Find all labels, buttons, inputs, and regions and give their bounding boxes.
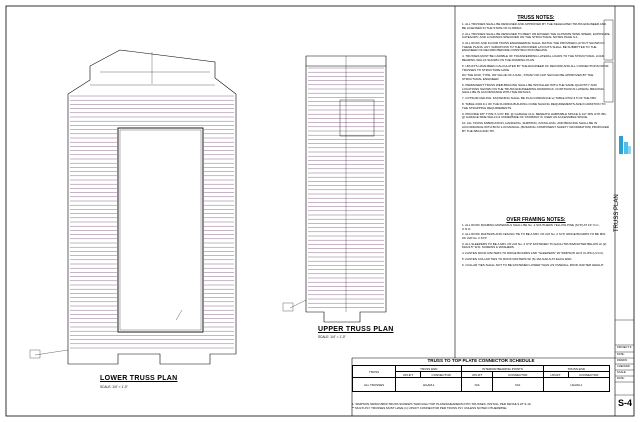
- sheet-number: S-4: [617, 398, 632, 408]
- tb-field: CHECKED:: [617, 365, 631, 368]
- truss-note: 3. ALL ROOF AND FLOOR TRUSS ENGINEERING SHALL MATCH THE PROVIDED LAYOUT SHOWN IN THESE PLANS. ANY VARIATIONS TO THE PROVIDED LAYOUTS SHALL BE SUBMITTED TO THE ENGINEER OF RECORD BEFORE CONSTRUCTION BEGINS.: [462, 41, 605, 53]
- table-cell: N/A: [492, 378, 543, 392]
- schedule-title: TRUSS TO TOP PLATE CONNECTOR SCHEDULE: [427, 358, 535, 363]
- framing-note: 4. FASTEN ROOF RAFTERS TO RIDGE BOARDS AND "SLEEPERS" W/ SIMPSON H2.5 CLIPS (U.N.O).: [462, 251, 604, 256]
- tb-field: DATE:: [617, 353, 625, 356]
- table-cell: HGAM-1: [396, 378, 462, 392]
- truss-note: 8. TABLE 2304.9.1 OF THE FLORIDA BUILDING CODE NAILING REQUIREMENTS ARE IN ADDITION TO THE STRAPPING REQUIREMENTS.: [462, 102, 606, 110]
- over-framing-notes: [462, 224, 610, 269]
- lower-plan-title: LOWER TRUSS PLAN: [100, 375, 178, 382]
- truss-note: 6. PERMANENT TRUSS WEB BRACING SHALL BE INSTALLED WITH THE SAME QUANTITY AND LOCATIONS SHOWN ON THE TRUSS ENGINEERING DRAWINGS. CONTINUOUS LATERAL BRACING SHALL BE IN ACCORDANCE WITH THE DETAILS: [462, 83, 604, 95]
- header-cell: TRUSS END: [396, 366, 462, 372]
- tb-field: PROJECT #:: [617, 346, 632, 349]
- sheet-name: TRUSS PLAN: [614, 194, 620, 232]
- truss-notes: [462, 23, 610, 136]
- upper-plan-title: UPPER TRUSS PLAN: [318, 326, 394, 333]
- truss-note: 1. ALL TRUSSES SHALL BE DESIGNED AND APPROVED BY THE DELEGATED TRUSS ENGINEER AND BE LICENSED IN THE STATE OF FLORIDA.: [462, 22, 607, 30]
- truss-note: 10. ALL TRUSS FABRICATION, HANDLING, SHIPPING, INSTALLING, AND BRACING SHALL BE IN ACCORDANCE WITH BCSI 1-03 MANUAL (BUILDING COMPONENT SAFETY INFORMATION) PRODUCED BY THE SBCA AND TPI.: [462, 121, 610, 133]
- truss-note: 7. GYPSUM CEILING: FASTENING SHALL BE IN ACCORDANCE w/ TABLE R702.3.5 OF THE FBC.: [462, 96, 598, 101]
- table-cell: N/A: [462, 378, 492, 392]
- subheader-cell: CONNECTOR: [492, 372, 543, 378]
- framing-note: 1. ALL ROOF FRAMING MATERIALS SHALL BE No. 2 SOUTHERN YELLOW PINE (SYP) AT 19" O.C., U.N.O.: [462, 223, 601, 231]
- schedule-note: ** MULTI-PLY TRUSSES MUST HAVE (1) UPLIFT CONNECTOR PER TRUSS PLY UNLESS NOTED OTHERWISE.: [352, 406, 508, 410]
- firm-logo: [619, 136, 631, 154]
- subheader-cell: UPLIFT: [543, 372, 568, 378]
- truss-note: 5. UPLIFTS HAVE BEEN CALCULATED BY THE ENGINEER OF RECORD AND ALL CONNECTIONS FROM TRUSSES TO STRUCTURE HAVE: [462, 63, 609, 72]
- table-row: [353, 378, 610, 392]
- header-cell: INTERIOR BEARING POINTS: [462, 366, 543, 372]
- lower-plan-scale: SCALE: 1/4" = 1'-0": [100, 385, 128, 389]
- over-framing-notes-title: OVER FRAMING NOTES:: [506, 217, 566, 223]
- schedule-notes: [352, 402, 610, 410]
- table-cell: HGAM-1: [543, 378, 609, 392]
- tb-field: SCALE:: [617, 371, 627, 374]
- truss-note: DO THE DOR, TYPE, OR VALUE OF A NAIL, STRAP OR CLIP SHOULD BE APPROVED BY THE STRUCTURAL ENGINEER.: [462, 73, 594, 82]
- truss-notes-title: TRUSS NOTES:: [517, 15, 555, 21]
- framing-note: 5. FASTEN COLLAR TIES TO ROOF RAFTERS W/ (5) 16d NAILS AT EACH END.: [462, 256, 573, 261]
- header-cell: TRUSS: [353, 366, 396, 378]
- lower-truss-plan: [68, 50, 236, 364]
- subheader-cell: CONNECTOR: [420, 372, 461, 378]
- schedule-note: 1. SIMPSON SDWC15600 TRUSS SCREWS THROUGH TOP PLATES/HEADERS INTO TRUSSES. INSTALL PER DETAILS AT S-10.: [352, 402, 532, 406]
- tb-field: DATE:: [617, 377, 625, 380]
- subheader-cell: CONNECTOR: [568, 372, 610, 378]
- header-cell: TRUSS END: [543, 366, 609, 372]
- subheader-cell: UPLIFT: [462, 372, 492, 378]
- table-cell: ALL TRUSSES: [353, 378, 396, 392]
- framing-note: 2. ALL ROOF RAFTERS AND CEILING TIE TO BE A MIN. OF 2x6 No. 2 SYP. RIDGE BOARDS TO BE MIN. OF 2x8 No. 2 SYP.: [462, 232, 607, 240]
- upper-plan-scale: SCALE: 1/4" = 1'-0": [318, 335, 346, 339]
- truss-note: 4. TRUSSES MUST BE CAPABLE OF TRANSFERRING LATERAL LOADS TO THE STRUCTURAL LOAD BEARING WALLS SHOWN ON THE FRAMING PLAN.: [462, 54, 604, 62]
- truss-note: 2. ALL TRUSSES SHALL BE DESIGNED TO MEET OR EXCEED THE ULTIMATE WIND SPEED, EXPOSURE CATEGORY, AND LOADINGS SPECIFIED ON THE STRUCTURAL NOTES PAGE S-1.: [462, 31, 610, 40]
- connector-schedule-table: [352, 365, 610, 392]
- subheader-cell: UPLIFT: [396, 372, 421, 378]
- framing-note: 6. COLLAR TIES SHALL NOT TO BE FASTENED LOWER THAN 2/3 OVERALL ROOF RAFTER HEIGHT.: [462, 262, 604, 267]
- tb-field: DRAWN:: [617, 359, 628, 362]
- framing-note: 3. ALL SLEEPERS TO BE A MIN. OF 2x6 No. 2 SYP FASTENED TO EACH TRUSS/RAFTER BELOW w/ (2) #10x3.5" W.D. SCREWS & WASHERS.: [462, 241, 607, 250]
- truss-note: 9. PROVIDE 3/8" TYPE X GYP. BD. @ GARAGE CLG. BENEATH HABITABLE SPACE & 1/2" MIN GYP. BD. @ GARAGE SIDE WALLS & UNDERSIDE OF STAIRWAY IF USED AS ACCESSIBLE SPACE.: [462, 111, 607, 120]
